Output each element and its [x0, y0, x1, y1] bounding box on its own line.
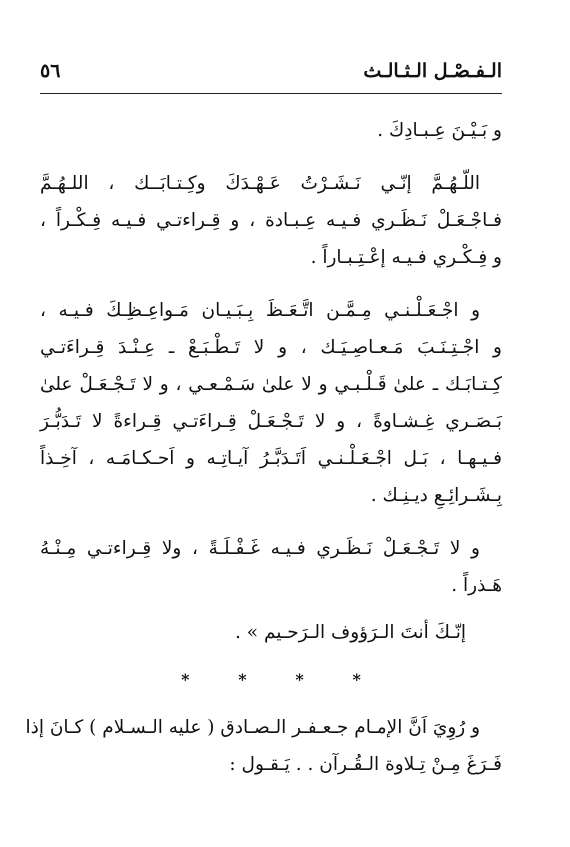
text-line: و بَـيْـنَ عِـبـادِكَ .: [377, 120, 502, 141]
text-line: إنّـكَ أنتَ الـرَؤوف الـرَحـيم » .: [235, 622, 466, 643]
paragraph-2: [40, 165, 502, 276]
text-line: هَـذراً .: [451, 575, 502, 596]
text-line: كِـتـابَـك ـ علىٰ قَـلْـبـي و لا علىٰ سَـمْـعـي ، و لا تَـجْـعَـلْ علىٰ: [40, 374, 502, 395]
paragraph-3: [40, 292, 502, 514]
paragraph-1: [40, 112, 502, 149]
text-line: بَـصَـري غِـشـاوةً ، و لا تَـجْـعَـلْ قِـراءَتـي قِـراءةً لا تَـدَبُّـرَ: [40, 411, 502, 432]
separator-star: *: [352, 670, 361, 689]
text-line: و اجْـعَـلْـنـي مِـمَّـن اتَّـعَـظَ بِـبَـيـان مَـواعِـظِـكَ فـيـه ،: [40, 300, 480, 321]
text-line: فـيـهـا ، بَـل اجْـعَـلْـنـي اَتَـدَبَّـرُ آيـاتِـه و اَحـكـامَـه ، آخِـذاً: [40, 448, 502, 469]
text-line: فـاجْـعَـلْ نَـظَـري فـيـه عِـبـادة ، و قِـراءتـي فـيـه فِـكْـراً ،: [40, 210, 502, 231]
paragraph-6: [25, 709, 502, 783]
text-line: و لا تَـجْـعَـلْ نَـظَـري فـيـه غَـفْـلَـةً ، ولا قِـراءتـي مِـنْـهُ: [40, 538, 480, 559]
text-line: فَـرَغَ مِـنْ تِـلاوة الـقُـرآن . . يَـقـول :: [229, 754, 502, 775]
text-line: و رُوِيَ اَنَّ الإمـام جـعـفـر الـصـادق ( عليه الـسـلام ) كـانَ إذا: [25, 717, 480, 738]
section-separator: [40, 661, 502, 699]
paragraph-4: [40, 530, 502, 604]
paragraph-5: [40, 614, 502, 651]
page-header: [40, 60, 502, 86]
text-line: و فِـكْـري فـيـه إعْـتِـبـاراً .: [310, 247, 502, 268]
page-body: [25, 112, 502, 783]
separator-star: *: [181, 670, 190, 689]
chapter-title: الـفـصْـل الـثـالـث: [363, 60, 502, 82]
text-line: بِـشَـرائِـعِ ديـنِـك .: [370, 485, 502, 506]
separator-star: *: [238, 670, 247, 689]
separator-star: *: [295, 670, 304, 689]
text-line: و اجْـتِـنَـبَ مَـعـاصِـيَـك ، و لا تَـطْـبَـعْ ـ عِـنْـدَ قِـراءَتـي: [40, 337, 502, 358]
header-divider: [40, 93, 502, 94]
page-number: ٥٦: [40, 60, 61, 82]
text-line: اللّـهُـمَّ إنّـي نَـشَـرْتُ عَـهْـدَكَ وكِـتـابَــك ، اللـهُـمَّ: [40, 173, 480, 194]
